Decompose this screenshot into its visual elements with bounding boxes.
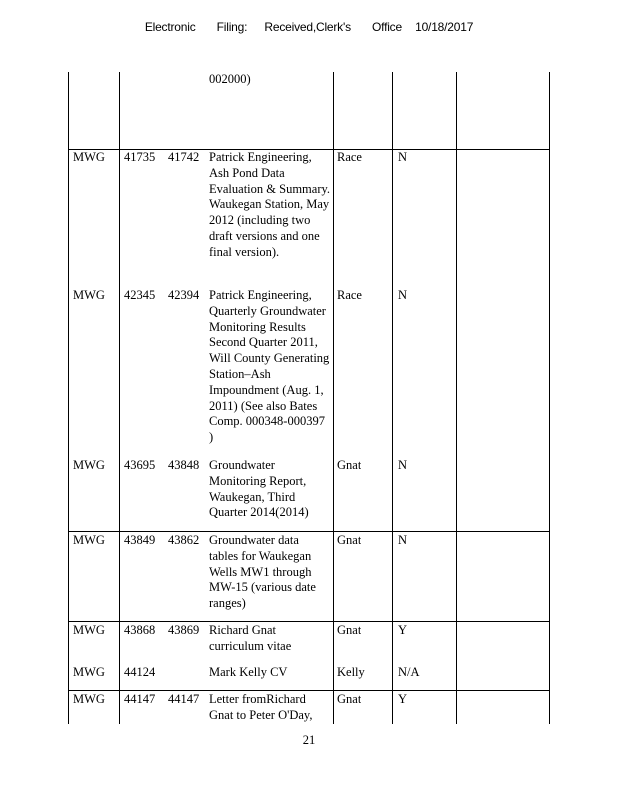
row-bates-start: 42345 — [124, 288, 156, 302]
row-bates-end: 44147 — [168, 692, 200, 706]
row-description: Patrick Engineering, Quarterly Groundwater Monitoring Results Second Quarter 2011, Will County Generating Station–Ash Impoundment (Aug. 1, 2011) (See also Bates Comp. 000348-000397 ) — [209, 288, 330, 445]
row-description: Groundwater data tables for Waukegan Wells MW1 through MW-15 (various date ranges) — [209, 533, 316, 611]
row-description: 002000) — [209, 72, 251, 86]
row-confidential: N — [398, 533, 408, 547]
column-divider — [456, 72, 457, 724]
row-party: MWG — [73, 458, 105, 472]
row-party: MWG — [73, 623, 105, 637]
row-witness: Kelly — [337, 665, 365, 679]
row-description: Richard Gnat curriculum vitae — [209, 623, 292, 653]
header-date: 10/18/2017 — [415, 20, 474, 34]
table-left-border — [68, 72, 69, 724]
row-divider — [68, 621, 550, 622]
page-number: 21 — [302, 733, 316, 747]
row-bates-start: 44147 — [124, 692, 156, 706]
header-word: Electronic — [144, 20, 196, 34]
row-confidential: N — [398, 288, 408, 302]
header-word: Received,Clerk's — [264, 20, 351, 34]
row-witness: Gnat — [337, 623, 362, 637]
row-confidential: Y — [398, 623, 408, 637]
row-bates-end: 43869 — [168, 623, 200, 637]
row-description: Mark Kelly CV — [209, 665, 288, 679]
row-party: MWG — [73, 665, 105, 679]
row-bates-start: 41735 — [124, 150, 156, 164]
row-witness: Race — [337, 150, 362, 164]
row-description: Patrick Engineering, Ash Pond Data Evaluation & Summary. Waukegan Station, May 2012 (including two draft versions and one final version). — [209, 150, 331, 259]
row-confidential: N — [398, 150, 408, 164]
row-bates-end: 43862 — [168, 533, 200, 547]
row-bates-start: 44124 — [124, 665, 156, 679]
header-word: Office — [372, 20, 402, 34]
row-party: MWG — [73, 533, 105, 547]
row-party: MWG — [73, 150, 105, 164]
row-bates-end: 41742 — [168, 150, 200, 164]
row-bates-start: 43849 — [124, 533, 156, 547]
row-witness: Race — [337, 288, 362, 302]
column-divider — [392, 72, 393, 724]
row-party: MWG — [73, 288, 105, 302]
row-description: Groundwater Monitoring Report, Waukegan, Third Quarter 2014(2014) — [209, 458, 309, 520]
row-confidential: N — [398, 458, 408, 472]
column-divider — [333, 72, 334, 724]
row-confidential: Y — [398, 692, 408, 706]
column-divider — [119, 72, 120, 724]
row-witness: Gnat — [337, 458, 362, 472]
row-witness: Gnat — [337, 692, 362, 706]
row-description: Letter fromRichard Gnat to Peter O'Day, — [209, 692, 313, 722]
row-party: MWG — [73, 692, 105, 706]
row-divider — [68, 531, 550, 532]
row-bates-start: 43868 — [124, 623, 156, 637]
row-confidential: N/A — [398, 665, 420, 679]
row-divider — [68, 690, 550, 691]
row-witness: Gnat — [337, 533, 362, 547]
filing-header — [0, 20, 618, 34]
row-bates-end: 43848 — [168, 458, 200, 472]
row-bates-end: 42394 — [168, 288, 200, 302]
row-bates-start: 43695 — [124, 458, 156, 472]
table-right-border — [549, 72, 550, 724]
header-word: Filing: — [216, 20, 248, 34]
